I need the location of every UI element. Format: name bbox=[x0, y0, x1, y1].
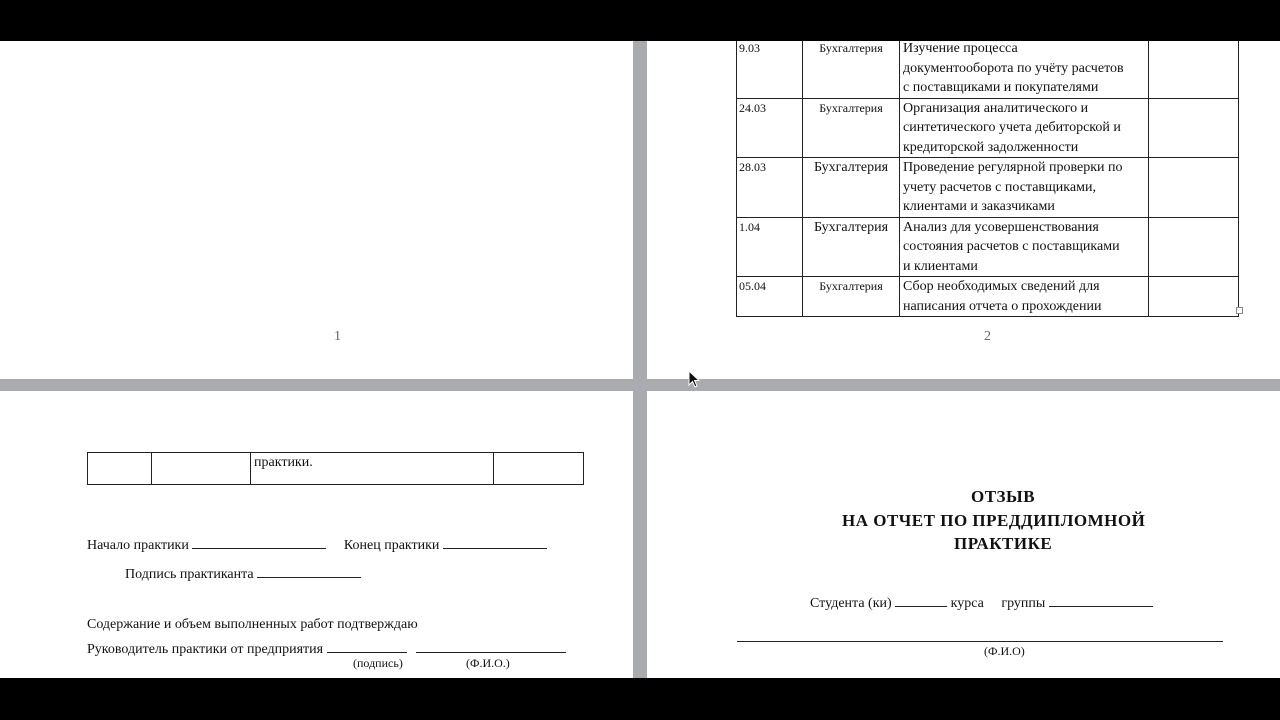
confirm-text: Содержание и объем выполненных работ подтверждаю bbox=[87, 617, 418, 632]
description-line: учету расчетов с поставщиками, bbox=[903, 179, 1096, 195]
description-line: и клиентами bbox=[903, 258, 978, 274]
table-row bbox=[737, 98, 1239, 158]
page-3 bbox=[0, 391, 633, 678]
department-cell: Бухгалтерия bbox=[803, 217, 900, 277]
supervisor-label: Руководитель практики от предприятия bbox=[87, 642, 324, 657]
description-line: документооборота по учёту расчетов bbox=[903, 60, 1124, 76]
table-cell: практики. bbox=[251, 453, 494, 485]
end-blank bbox=[443, 536, 547, 549]
description-cell bbox=[900, 41, 1149, 98]
date-cell: 9.03 bbox=[737, 41, 803, 98]
supervisor-name-blank bbox=[416, 640, 566, 653]
page-2 bbox=[647, 41, 1280, 379]
description-line: Анализ для усовершенствования bbox=[903, 219, 1099, 235]
notes-cell bbox=[1149, 277, 1239, 317]
course-label: курса bbox=[950, 596, 984, 611]
description-cell bbox=[900, 277, 1149, 317]
signature-label: Подпись практиканта bbox=[125, 567, 254, 582]
table-row bbox=[737, 41, 1239, 98]
practice-dates-line bbox=[87, 536, 547, 554]
mouse-cursor-icon bbox=[688, 370, 700, 388]
table-cell bbox=[88, 453, 152, 485]
review-subtitle: НА ОТЧЕТ ПО ПРЕДДИПЛОМНОЙ bbox=[842, 511, 1146, 530]
student-line bbox=[810, 594, 1153, 612]
date-cell: 1.04 bbox=[737, 217, 803, 277]
page-number: 1 bbox=[334, 329, 341, 344]
fio-caption: (Ф.И.О) bbox=[984, 644, 1025, 658]
start-label: Начало практики bbox=[87, 538, 189, 553]
review-subtitle-cont: ПРАКТИКЕ bbox=[954, 534, 1053, 553]
department-cell: Бухгалтерия bbox=[803, 41, 900, 98]
description-cell bbox=[900, 217, 1149, 277]
table-row bbox=[88, 453, 584, 485]
description-line: состояния расчетов с поставщиками bbox=[903, 239, 1120, 254]
signature-caption: (подпись) bbox=[353, 656, 403, 670]
description-cell bbox=[900, 98, 1149, 158]
notes-cell bbox=[1149, 158, 1239, 218]
student-label: Студента (ки) bbox=[810, 596, 892, 611]
date-cell: 24.03 bbox=[737, 98, 803, 158]
group-blank bbox=[1049, 594, 1153, 607]
page-1 bbox=[0, 41, 633, 379]
signature-blank bbox=[257, 565, 361, 578]
notes-cell bbox=[1149, 98, 1239, 158]
end-label: Конец практики bbox=[343, 538, 440, 553]
table-row bbox=[737, 217, 1239, 277]
group-label: группы bbox=[1001, 596, 1046, 611]
table-resize-handle[interactable] bbox=[1236, 307, 1243, 314]
description-line: с поставщиками и покупателями bbox=[903, 80, 1099, 95]
department-cell: Бухгалтерия bbox=[803, 98, 900, 158]
signature-line bbox=[125, 565, 361, 583]
notes-cell bbox=[1149, 41, 1239, 98]
description-line: клиентами и заказчиками bbox=[903, 199, 1055, 214]
table-row bbox=[737, 277, 1239, 317]
description-line: Сбор необходимых сведений для bbox=[903, 279, 1100, 294]
description-line: синтетического учета дебиторской и bbox=[903, 120, 1121, 135]
document-viewport[interactable] bbox=[0, 41, 1280, 678]
description-line: Изучение процесса bbox=[903, 41, 1018, 56]
description-cell bbox=[900, 158, 1149, 218]
department-cell: Бухгалтерия bbox=[803, 277, 900, 317]
table-cell bbox=[494, 453, 584, 485]
table-row bbox=[737, 158, 1239, 218]
fio-blank bbox=[737, 641, 1223, 642]
department-cell: Бухгалтерия bbox=[803, 158, 900, 218]
notes-cell bbox=[1149, 217, 1239, 277]
supervisor-signature-blank bbox=[327, 640, 407, 653]
schedule-table bbox=[736, 41, 1239, 317]
page-number: 2 bbox=[984, 329, 991, 344]
review-title: ОТЗЫВ bbox=[971, 487, 1036, 506]
name-caption: (Ф.И.О.) bbox=[466, 656, 510, 670]
description-line: кредиторской задолженности bbox=[903, 139, 1079, 155]
description-line: написания отчета о прохождении bbox=[903, 298, 1102, 314]
table-cell bbox=[152, 453, 251, 485]
description-line: Проведение регулярной проверки по bbox=[903, 160, 1123, 175]
student-blank bbox=[895, 594, 947, 607]
schedule-table-continuation bbox=[87, 452, 584, 485]
date-cell: 28.03 bbox=[737, 158, 803, 218]
date-cell: 05.04 bbox=[737, 277, 803, 317]
page-4 bbox=[647, 391, 1280, 678]
description-line: Организация аналитического и bbox=[903, 100, 1089, 116]
start-blank bbox=[192, 536, 326, 549]
